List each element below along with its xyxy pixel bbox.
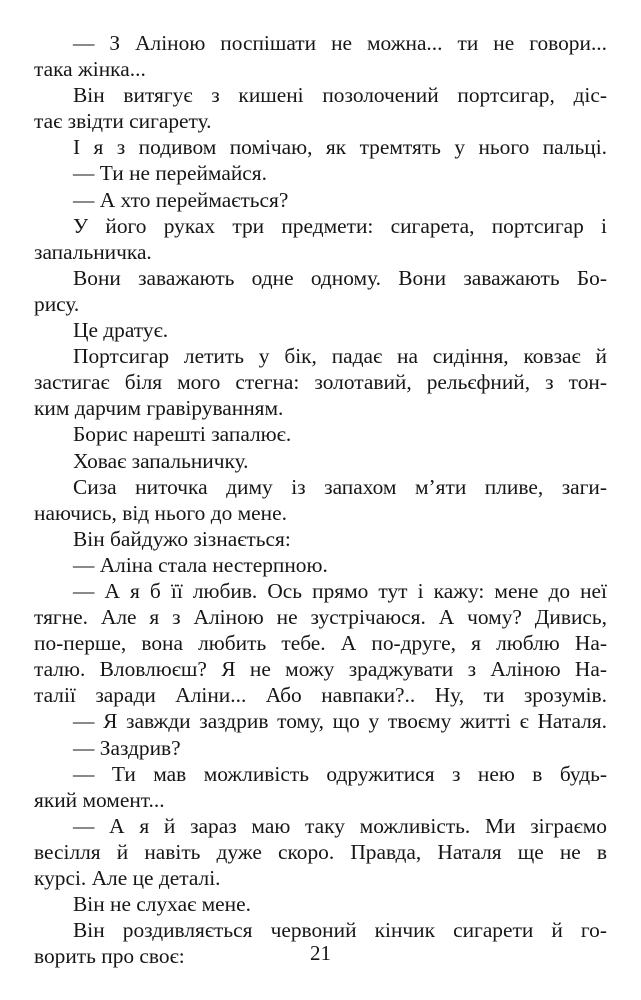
page-number: 21 xyxy=(310,941,331,965)
text-line: — З Аліною поспішати не можна... ти не говори... xyxy=(73,31,607,55)
text-line: І я з подивом помічаю, як тремтять у нього пальці. xyxy=(73,135,607,160)
text-line: ким дарчим гравіруванням. xyxy=(34,396,284,421)
text-line: Сиза ниточка диму із запахом м’яти пливе, заги- xyxy=(73,474,607,499)
text-line: — А я б її любив. Ось прямо тут і кажу: мене до неї xyxy=(73,578,607,603)
text-line: запальничка. xyxy=(34,239,152,264)
text-line: Він байдужо зізнається: xyxy=(73,526,291,551)
text-line: У його руках три предмети: сигарета, портсигар і xyxy=(73,213,607,238)
text-line: Це дратує. xyxy=(73,318,169,343)
text-line: — А хто переймається? xyxy=(73,187,289,212)
text-line: талії заради Аліни... Або навпаки?.. Ну, ти зрозумів. xyxy=(34,683,607,708)
text-line: — Ти мав можливість одружитися з нею в будь- xyxy=(73,761,607,786)
text-line: Вони заважають одне одному. Вони заважають Бо- xyxy=(73,265,607,290)
text-line: — Ти не переймайся. xyxy=(73,161,267,186)
text-line: — Я завжди заздрив тому, що у твоєму житті є Наталя. xyxy=(73,709,607,734)
text-line: — Заздрив? xyxy=(73,735,181,760)
text-line: Він роздивляється червоний кінчик сигарети й го- xyxy=(73,918,607,943)
text-line: наючись, від нього до мене. xyxy=(34,500,287,525)
text-line: тягне. Але я з Аліною не зустрічаюся. А чому? Дивись, xyxy=(34,605,607,630)
text-line: Борис нарешті запалює. xyxy=(73,422,292,447)
text-line: ворить про своє: xyxy=(34,944,185,969)
text-line: така жінка... xyxy=(34,57,146,82)
text-line: тає звідти сигарету. xyxy=(34,109,212,134)
text-line: курсі. Але це деталі. xyxy=(34,866,221,890)
text-line: по-перше, вона любить тебе. А по-друге, я люблю На- xyxy=(34,631,607,656)
text-line: весілля й навіть дуже скоро. Правда, Наталя ще не в xyxy=(34,839,607,864)
text-line: який момент... xyxy=(34,787,165,812)
text-line: Ховає запальничку. xyxy=(73,448,249,473)
text-line: — Аліна стала нестерпною. xyxy=(73,552,328,577)
text-line: талю. Вловлюєш? Я не можу зраджувати з Аліною На- xyxy=(34,657,607,682)
text-line: Він витягує з кишені позолочений портсигар, діс- xyxy=(73,83,607,108)
text-line: — А я й зараз маю таку можливість. Ми зіграємо xyxy=(73,813,607,838)
text-line: Він не слухає мене. xyxy=(73,892,251,917)
text-line: Портсигар летить у бік, падає на сидіння, ковзає й xyxy=(73,344,607,369)
text-line: застигає біля мого стегна: золотавий, рельєфний, з тон- xyxy=(34,370,607,395)
text-line: рису. xyxy=(34,291,80,316)
page-text xyxy=(34,30,607,969)
book-page xyxy=(34,30,607,969)
